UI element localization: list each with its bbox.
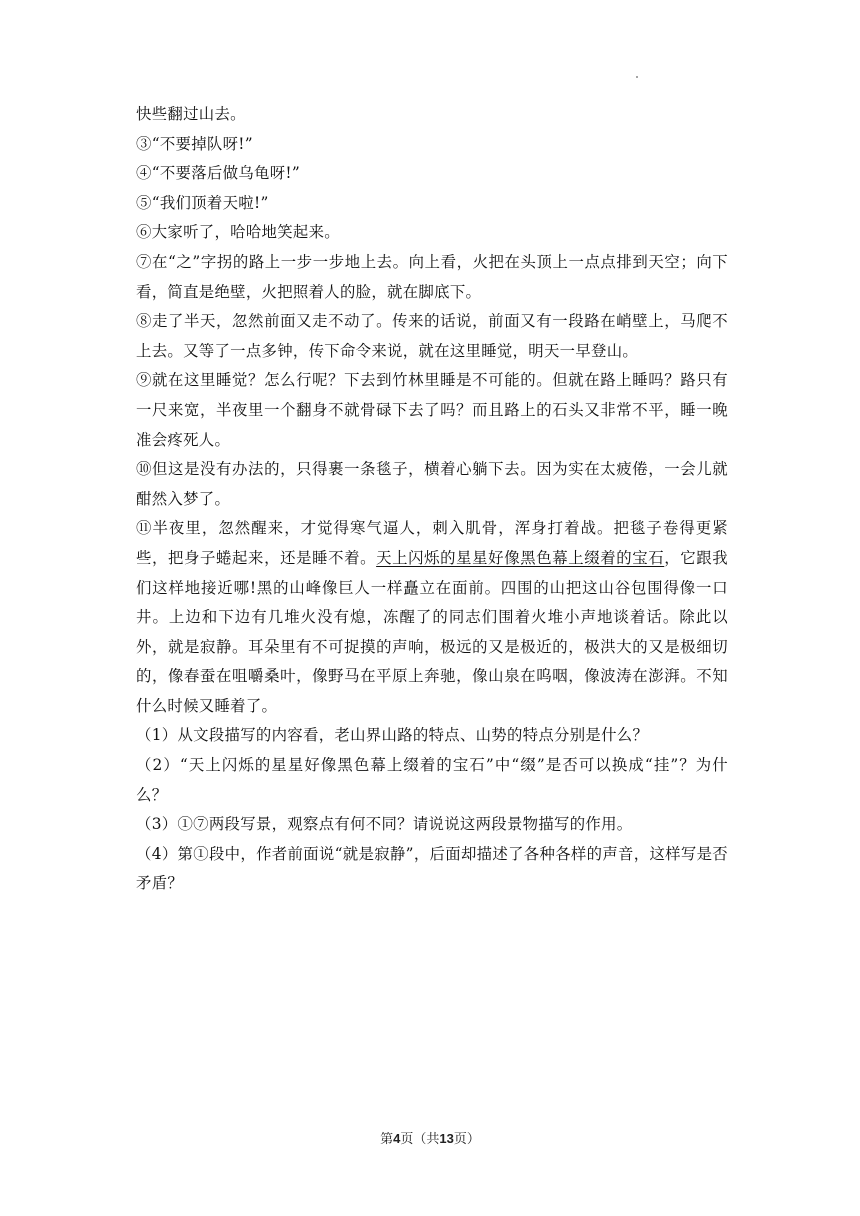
page-footer (0, 1128, 860, 1147)
passage-paragraph: 快些翻过山去。 (136, 105, 246, 123)
total-pages: 13 (439, 1131, 454, 1146)
passage-paragraph: ④“不要落后做乌龟呀!” (136, 164, 301, 183)
document-body (136, 100, 728, 899)
question-3: （3）①⑦两段写景，观察点有何不同？请说说这两段景物描写的作用。 (136, 815, 633, 834)
page-number: 4 (393, 1131, 401, 1146)
passage-paragraph: ⑨就在这里睡觉？怎么行呢？下去到竹林里睡是不可能的。但就在路上睡吗？路只有一尺来宽，半夜里一个翻身不就骨碌下去了吗？而且路上的石头又非常不平，睡一晚准会疼死人。 (136, 371, 728, 449)
passage-text: ⑪半夜里，忽然醒来，才觉得寒气逼人，刺入肌骨，浑身打着战。把毯子卷得更紧些，把身子蜷起来，还是睡不着。 (136, 519, 728, 567)
footer-prefix: 第 (380, 1132, 394, 1147)
passage-paragraph: ⑧走了半天，忽然前面又走不动了。传来的话说，前面又有一段路在峭壁上，马爬不上去。又等了一点多钟，传下命令来说，就在这里睡觉，明天一早登山。 (136, 312, 728, 360)
question-4: （4）第①段中，作者前面说“就是寂静”，后面却描述了各种各样的声音，这样写是否矛盾？ (136, 844, 728, 893)
question-2: （2）“天上闪烁的星星好像黑色幕上缀着的宝石”中“缀”是否可以换成“挂”？为什么？ (136, 756, 728, 804)
footer-suffix: 页） (453, 1132, 480, 1147)
footer-middle: 页（共 (400, 1132, 440, 1147)
question-1: （1）从文段描写的内容看，老山界山路的特点、山势的特点分别是什么？ (136, 726, 649, 745)
passage-paragraph: ⑦在“之”字拐的路上一步一步地上去。向上看，火把在头顶上一点点排到天空；向下看，简直是绝壁，火把照着人的脸，就在脚底下。 (136, 252, 728, 301)
passage-paragraph-night (136, 514, 728, 721)
passage-text: ，它跟我们这样地接近哪!黑的山峰像巨人一样矗立在面前。四围的山把这山谷包围得像一口井。上边和下边有几堆火没有熄，冻醒了的同志们围着火堆小声地谈着话。除此以外，就是寂静。耳朵里有不可捉摸的声响，极远的又是极近的，极洪大的又是极细切的，像春蚕在咀嚼桑叶，像野马在平原上奔驰，像山泉在呜咽，像波涛在澎湃。不知什么时候又睡着了。 (136, 548, 728, 715)
passage-paragraph: ⑤“我们顶着天啦!” (136, 193, 269, 212)
passage-paragraph: ③“不要掉队呀!” (136, 134, 253, 153)
scan-dot (636, 76, 638, 78)
passage-paragraph: ⑩但这是没有办法的，只得裹一条毯子，横着心躺下去。因为实在太疲倦，一会儿就酣然入梦了。 (136, 460, 728, 508)
underlined-sentence: 天上闪烁的星星好像黑色幕上缀着的宝石 (376, 548, 665, 567)
passage-paragraph: ⑥大家听了，哈哈地笑起来。 (136, 223, 340, 242)
